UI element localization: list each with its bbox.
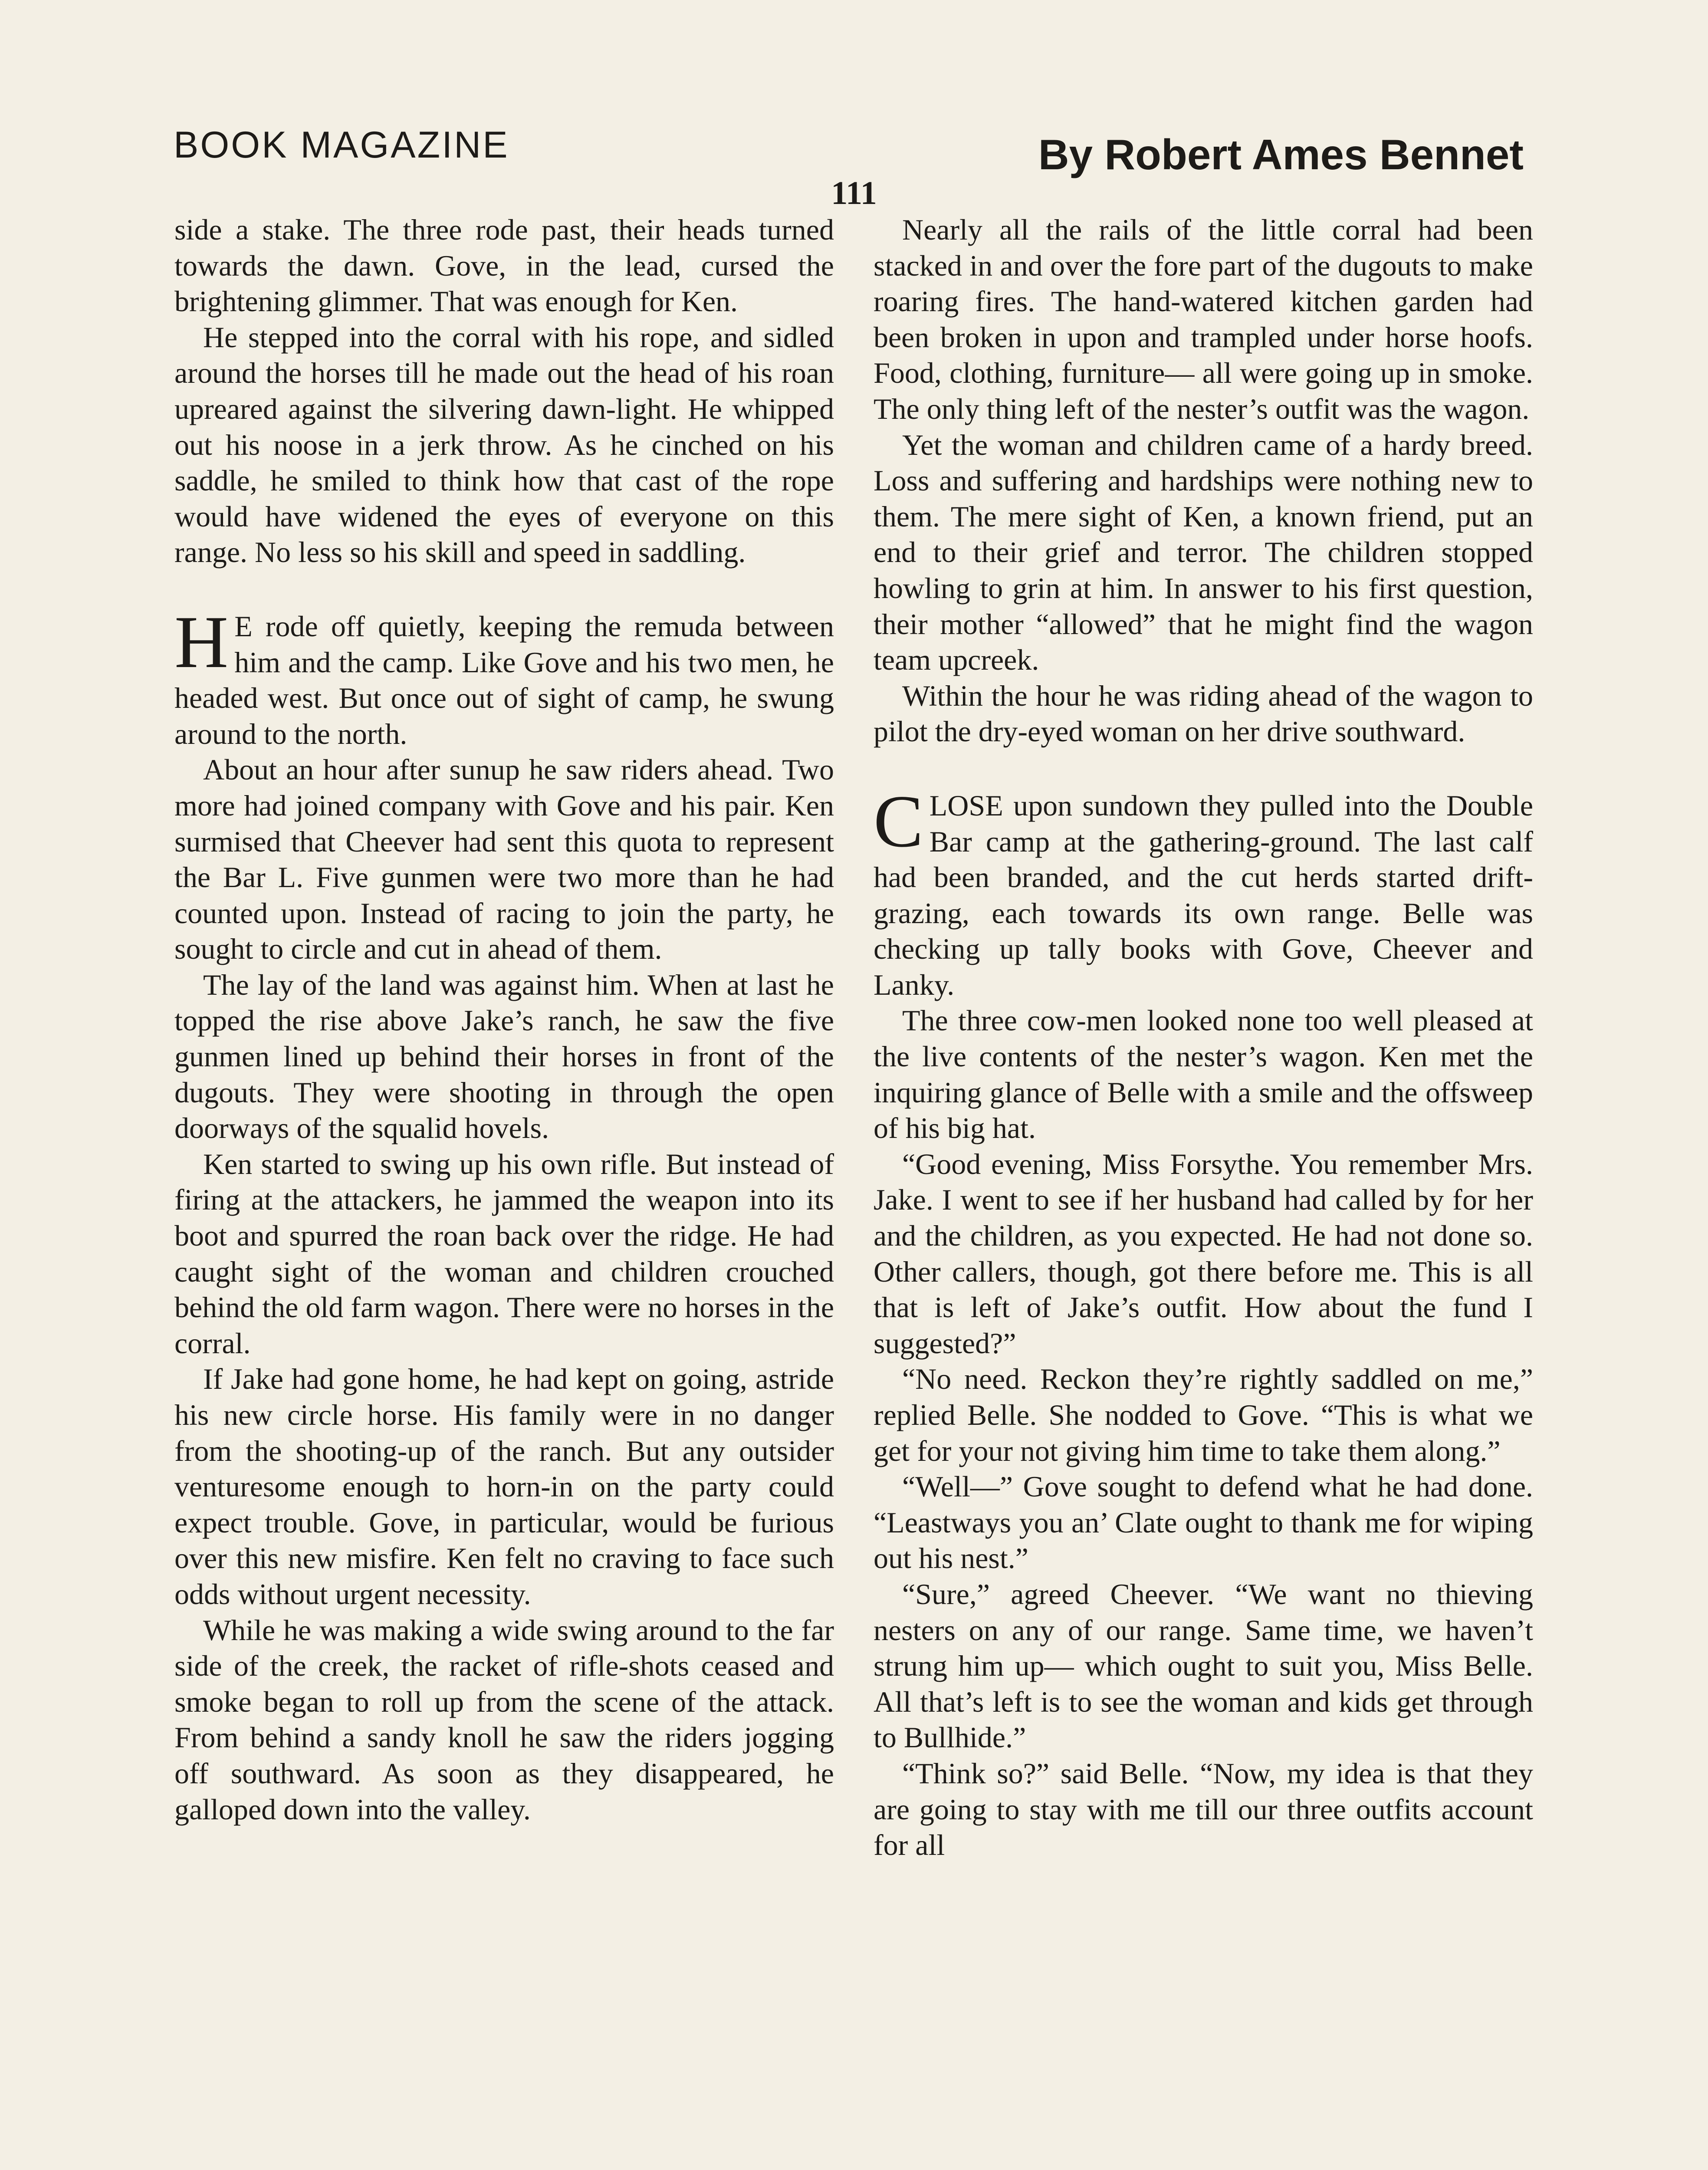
drop-cap: H: [174, 601, 229, 684]
paragraph: Ken started to swing up his own rifle. But instead of firing at the attackers, he jammed the weapon into its boot and spurred the roan back over the ridge. He had caught sight of the woman and children crouched behind the old farm wagon. There were no horses in the corral.: [174, 1147, 834, 1360]
paragraph-text: LOSE upon sundown they pulled into the Double Bar camp at the gathering-ground. The last calf had been branded, and the cut herds started drift-grazing, each towards its own range. Belle was checking up tally books with Gove, Cheever and Lanky.: [874, 789, 1533, 1001]
paragraph: Nearly all the rails of the little corral had been stacked in and over the fore part of the dugouts to make roaring fires. The hand-watered kitchen garden had been broken in upon and trampled under horse hoofs. Food, clothing, furniture— all were going up in smoke. The only thing left of the nester’s outfit was the wagon.: [874, 213, 1533, 425]
paragraph: Yet the woman and children came of a hardy breed. Loss and suffering and hardships were nothing new to them. The mere sight of Ken, a known friend, put an end to their grief and terror. The children stopped howling to grin at him. In answer to his first question, their mother “allowed” that he might find the wagon team upcreek.: [874, 428, 1533, 677]
paragraph: “Think so?” said Belle. “Now, my idea is that they are going to stay with me till our three outfits account for all: [874, 1756, 1533, 1862]
left-column: [174, 212, 834, 1827]
paragraph: “Sure,” agreed Cheever. “We want no thieving nesters on any of our range. Same time, we haven’t strung him up— which ought to suit you, Miss Belle. All that’s left is to see the woman and kids get through to Bullhide.”: [874, 1577, 1533, 1754]
paragraph: If Jake had gone home, he had kept on going, astride his new circle horse. His family were in no danger from the shooting-up of the ranch. But any outsider venturesome enough to horn-in on the party could expect trouble. Gove, in particular, would be furious over this new misfire. Ken felt no craving to face such odds without urgent necessity.: [174, 1362, 834, 1611]
paragraph: While he was making a wide swing around to the far side of the creek, the racket of rifle-shots ceased and smoke began to roll up from the scene of the attack. From behind a sandy knoll he saw the riders jogging off southward. As soon as they disappeared, he galloped down into the valley.: [174, 1613, 834, 1826]
paragraph: “Good evening, Miss Forsythe. You remember Mrs. Jake. I went to see if her husband had called by for her and the children, as you expected. He had not done so. Other callers, though, got there before me. This is all that is left of Jake’s outfit. How about the fund I suggested?”: [874, 1147, 1533, 1360]
paragraph: side a stake. The three rode past, their heads turned towards the dawn. Gove, in the lead, cursed the brightening glimmer. That was enough for Ken.: [174, 213, 834, 318]
paragraph: “No need. Reckon they’re rightly saddled on me,” replied Belle. She nodded to Gove. “This is what we get for your not giving him time to take them along.”: [874, 1362, 1533, 1467]
magazine-title: BOOK MAGAZINE: [174, 124, 509, 166]
paragraph: He stepped into the corral with his rope, and sidled around the horses till he made out the head of his roan upreared against the silvering dawn-light. He whipped out his noose in a jerk throw. As he cinched on his saddle, he smiled to think how that cast of the rope would have widened the eyes of everyone on this range. No less so his skill and speed in saddling.: [174, 320, 834, 569]
paragraph: “Well—” Gove sought to defend what he had done. “Leastways you an’ Clate ought to thank me for wiping out his nest.”: [874, 1470, 1533, 1575]
section-opening: [174, 601, 834, 752]
paragraph: The three cow-men looked none too well pleased at the live contents of the nester’s wagon. Ken met the inquiring glance of Belle with a smile and the offsweep of his big hat.: [874, 1004, 1533, 1145]
section-opening: [874, 780, 1533, 1003]
byline: By Robert Ames Bennet: [1038, 131, 1524, 178]
paragraph: About an hour after sunup he saw riders ahead. Two more had joined company with Gove and his pair. Ken surmised that Cheever had sent this quota to represent the Bar L. Five gunmen were two more than he had counted upon. Instead of racing to join the party, he sought to circle and cut in ahead of them.: [174, 753, 834, 966]
right-column: [874, 212, 1533, 1863]
page-number: 111: [831, 175, 877, 211]
paragraph-text: E rode off quietly, keeping the remuda between him and the camp. Like Gove and his two men, he headed west. But once out of sight of camp, he swung around to the north.: [174, 609, 834, 750]
drop-cap: C: [874, 780, 923, 863]
paragraph: Within the hour he was riding ahead of the wagon to pilot the dry-eyed woman on her drive southward.: [874, 679, 1533, 748]
paragraph: The lay of the land was against him. When at last he topped the rise above Jake’s ranch, he saw the five gunmen lined up behind their horses in front of the dugouts. They were shooting in through the open doorways of the squalid hovels.: [174, 968, 834, 1145]
